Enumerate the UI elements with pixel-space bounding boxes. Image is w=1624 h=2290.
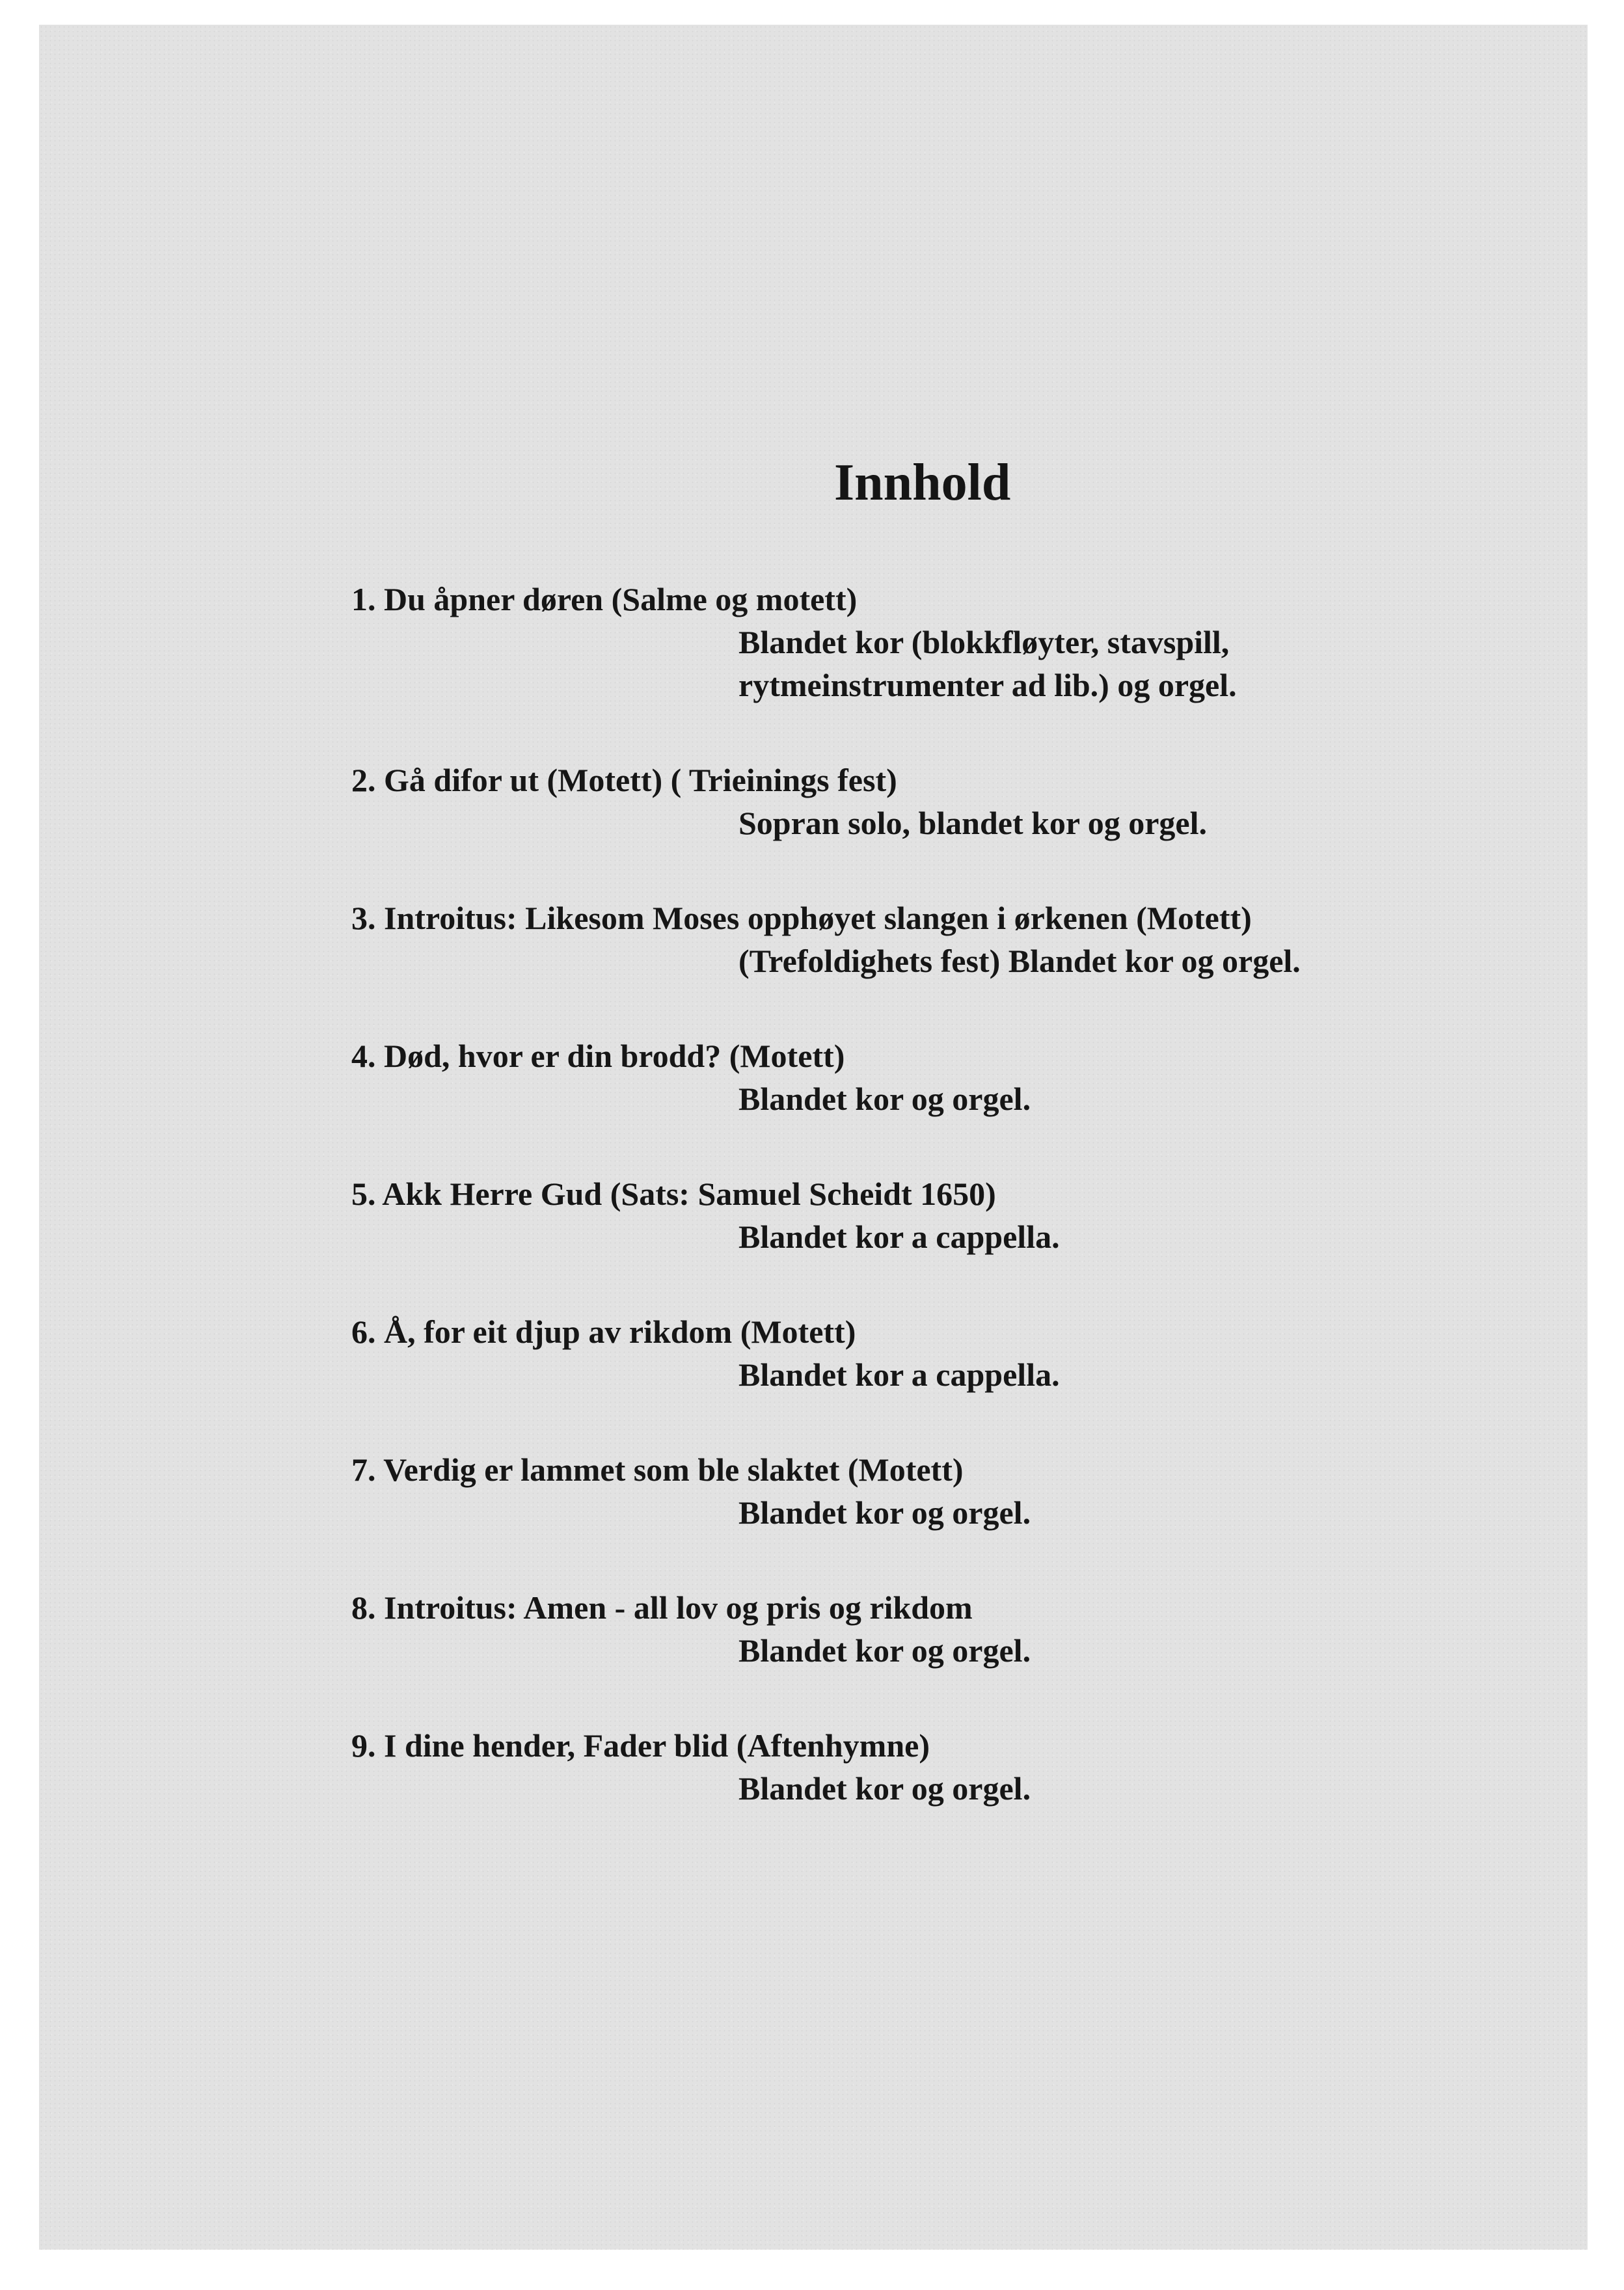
entry-detail: Sopran solo, blandet kor og orgel. — [738, 805, 1207, 841]
toc-entry-8 — [351, 1586, 1522, 1672]
toc-entry-3 — [351, 896, 1522, 982]
entry-detail: Blandet kor og orgel. — [738, 1494, 1031, 1531]
entry-title: 2. Gå difor ut (Motett) ( Trieinings fest) — [351, 762, 897, 798]
entry-detail: (Trefoldighets fest) Blandet kor og orgel. — [738, 943, 1301, 979]
entry-detail: Blandet kor a cappella. — [738, 1356, 1060, 1393]
entry-title: 5. Akk Herre Gud (Sats: Samuel Scheidt 1650) — [351, 1176, 996, 1212]
entry-title: 1. Du åpner døren (Salme og motett) — [351, 581, 858, 617]
scanned-page — [39, 25, 1588, 2250]
entry-title: 7. Verdig er lammet som ble slaktet (Motett) — [351, 1451, 964, 1488]
entry-title: 4. Død, hvor er din brodd? (Motett) — [351, 1038, 845, 1074]
toc-entry-1 — [351, 578, 1522, 707]
page-title: Innhold — [834, 454, 1011, 511]
toc-entry-7 — [351, 1448, 1522, 1534]
entry-detail: Blandet kor og orgel. — [738, 1632, 1031, 1669]
toc-entry-6 — [351, 1310, 1522, 1396]
toc-entry-4 — [351, 1034, 1522, 1120]
entry-detail: Blandet kor og orgel. — [738, 1770, 1031, 1807]
entry-title: 6. Å, for eit djup av rikdom (Motett) — [351, 1313, 856, 1350]
table-of-contents — [351, 578, 1522, 1862]
entry-title: 8. Introitus: Amen - all lov og pris og rikdom — [351, 1589, 973, 1626]
entry-detail: Blandet kor (blokkfløyter, stavspill, — [738, 624, 1230, 660]
entry-detail: Blandet kor a cappella. — [738, 1219, 1060, 1255]
toc-entry-2 — [351, 759, 1522, 844]
toc-entry-5 — [351, 1172, 1522, 1258]
toc-entry-9 — [351, 1724, 1522, 1810]
entry-title: 9. I dine hender, Fader blid (Aftenhymne) — [351, 1727, 930, 1764]
entry-title: 3. Introitus: Likesom Moses opphøyet slangen i ørkenen (Motett) — [351, 900, 1252, 936]
entry-detail: rytmeinstrumenter ad lib.) og orgel. — [738, 667, 1237, 703]
entry-detail: Blandet kor og orgel. — [738, 1081, 1031, 1117]
